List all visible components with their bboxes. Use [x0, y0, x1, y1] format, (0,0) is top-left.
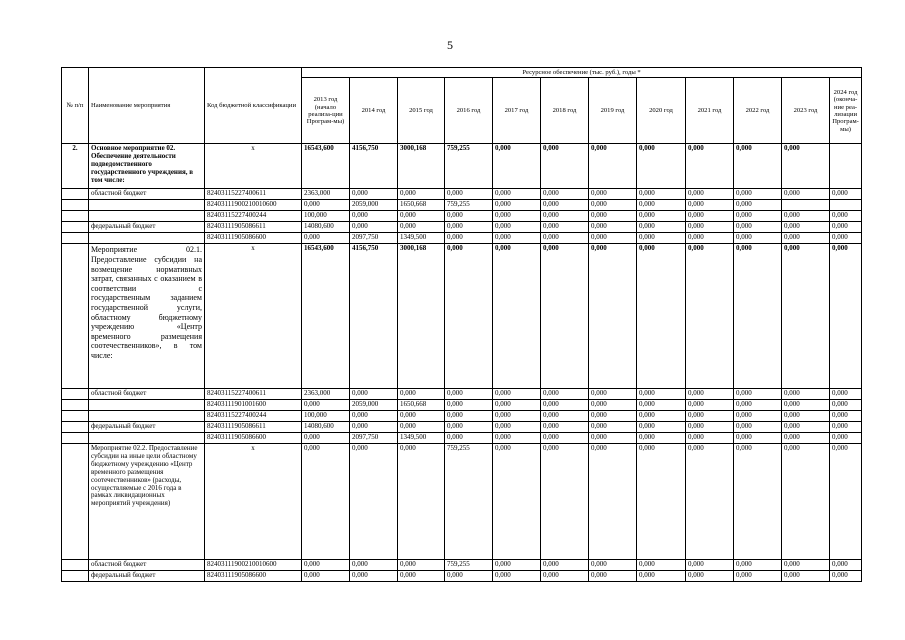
cell-value: 0,000: [493, 211, 541, 222]
cell-value: 0,000: [589, 400, 637, 411]
cell-value: 0,000: [637, 560, 686, 571]
cell-value: 0,000: [445, 422, 493, 433]
cell-value: 0,000: [734, 200, 782, 211]
table-row: [62, 144, 862, 189]
budget-code: 82403115227400244: [205, 411, 302, 422]
budget-source: федеральный бюджет: [89, 222, 205, 233]
row-number: [62, 422, 89, 433]
cell-value: 0,000: [589, 422, 637, 433]
cell-value: 0,000: [589, 222, 637, 233]
cell-value: 0,000: [686, 189, 734, 200]
cell-value: 0,000: [686, 422, 734, 433]
cell-value: 0,000: [686, 233, 734, 244]
cell-value: 0,000: [830, 411, 862, 422]
header-num: № п/п: [62, 68, 89, 144]
cell-value: 0,000: [350, 571, 398, 582]
header-year: 2016 год: [445, 78, 493, 144]
budget-code: 82403115227400611: [205, 389, 302, 400]
total-value: 0,000: [686, 144, 734, 189]
cell-value: 0,000: [782, 211, 830, 222]
row-number: 2.: [62, 144, 89, 189]
cell-value: 0,000: [734, 433, 782, 444]
total-value: 0,000: [350, 444, 398, 560]
table-row: [62, 211, 862, 222]
cell-value: 0,000: [830, 422, 862, 433]
budget-code: х: [205, 444, 302, 560]
cell-value: 0,000: [493, 200, 541, 211]
table-row: [62, 200, 862, 211]
cell-value: 2097,750: [350, 433, 398, 444]
row-number: [62, 244, 89, 389]
cell-value: 0,000: [493, 389, 541, 400]
cell-value: 0,000: [782, 233, 830, 244]
total-value: 0,000: [830, 444, 862, 560]
cell-value: 0,000: [541, 433, 589, 444]
cell-value: 0,000: [830, 400, 862, 411]
cell-value: 0,000: [734, 211, 782, 222]
cell-value: 0,000: [350, 211, 398, 222]
cell-value: 0,000: [541, 211, 589, 222]
cell-value: 0,000: [782, 560, 830, 571]
total-value: 0,000: [782, 444, 830, 560]
total-value: 0,000: [734, 244, 782, 389]
cell-value: 0,000: [830, 233, 862, 244]
table-row: [62, 189, 862, 200]
cell-value: [830, 200, 862, 211]
page-number: 5: [447, 38, 453, 52]
cell-value: 0,000: [302, 200, 350, 211]
cell-value: 0,000: [686, 389, 734, 400]
budget-code: 82403111905086600: [205, 233, 302, 244]
cell-value: 0,000: [830, 211, 862, 222]
cell-value: 0,000: [589, 211, 637, 222]
budget-code: х: [205, 144, 302, 189]
header-year: 2015 год: [398, 78, 445, 144]
total-value: 0,000: [493, 444, 541, 560]
cell-value: 2097,750: [350, 233, 398, 244]
row-number: [62, 233, 89, 244]
cell-value: 0,000: [541, 222, 589, 233]
header-year: 2022 год: [734, 78, 782, 144]
cell-value: 0,000: [830, 433, 862, 444]
cell-value: 0,000: [686, 571, 734, 582]
row-number: [62, 189, 89, 200]
total-value: 0,000: [734, 444, 782, 560]
total-value: 0,000: [589, 244, 637, 389]
table-row: [62, 389, 862, 400]
table-row: [62, 400, 862, 411]
table-row: [62, 411, 862, 422]
total-value: [830, 144, 862, 189]
total-value: 3000,168: [398, 144, 445, 189]
total-value: 0,000: [686, 244, 734, 389]
cell-value: 0,000: [302, 433, 350, 444]
cell-value: 0,000: [493, 233, 541, 244]
cell-value: 0,000: [589, 200, 637, 211]
total-value: 0,000: [398, 444, 445, 560]
cell-value: 0,000: [541, 233, 589, 244]
total-value: 0,000: [637, 244, 686, 389]
cell-value: 0,000: [734, 400, 782, 411]
cell-value: 0,000: [541, 189, 589, 200]
cell-value: 2059,000: [350, 400, 398, 411]
cell-value: 0,000: [493, 400, 541, 411]
cell-value: 0,000: [637, 222, 686, 233]
cell-value: 1349,500: [398, 433, 445, 444]
cell-value: [782, 200, 830, 211]
cell-value: 0,000: [398, 222, 445, 233]
budget-code: 82403111905086611: [205, 222, 302, 233]
cell-value: 0,000: [782, 222, 830, 233]
header-year: 2023 год: [782, 78, 830, 144]
activity-title: Мероприятие 02.2. Предоставление субсидии на иные цели областному бюджетному учреждению «Центр временного размещения соотечественников» (расходы, осуществляемые с 2016 года в рамках ликвидационных мероприятий учреждения): [89, 444, 205, 560]
cell-value: 0,000: [493, 222, 541, 233]
table-row: [62, 244, 862, 389]
cell-value: 2363,000: [302, 389, 350, 400]
cell-value: 0,000: [782, 411, 830, 422]
total-value: 3000,168: [398, 244, 445, 389]
cell-value: 0,000: [445, 433, 493, 444]
cell-value: 0,000: [734, 571, 782, 582]
table-row: [62, 444, 862, 560]
cell-value: 0,000: [350, 189, 398, 200]
cell-value: 0,000: [398, 411, 445, 422]
row-number: [62, 571, 89, 582]
table-row: [62, 422, 862, 433]
cell-value: 0,000: [637, 400, 686, 411]
cell-value: 0,000: [637, 411, 686, 422]
budget-source: федеральный бюджет: [89, 571, 205, 582]
cell-value: 0,000: [350, 560, 398, 571]
cell-value: 0,000: [445, 400, 493, 411]
budget-code: 82403111905086600: [205, 433, 302, 444]
budget-code: 82403111905086611: [205, 422, 302, 433]
cell-value: 0,000: [445, 222, 493, 233]
total-value: 0,000: [782, 144, 830, 189]
cell-value: 0,000: [302, 233, 350, 244]
table-row: [62, 233, 862, 244]
cell-value: 0,000: [637, 422, 686, 433]
total-value: 0,000: [445, 244, 493, 389]
total-value: 0,000: [589, 444, 637, 560]
cell-value: 0,000: [589, 560, 637, 571]
cell-value: 0,000: [398, 422, 445, 433]
cell-value: 0,000: [686, 411, 734, 422]
cell-value: 0,000: [589, 433, 637, 444]
cell-value: 0,000: [541, 422, 589, 433]
cell-value: 0,000: [830, 222, 862, 233]
cell-value: 0,000: [493, 560, 541, 571]
cell-value: 0,000: [830, 560, 862, 571]
cell-value: 0,000: [782, 433, 830, 444]
cell-value: 0,000: [445, 233, 493, 244]
cell-value: 0,000: [350, 411, 398, 422]
cell-value: 759,255: [445, 560, 493, 571]
resource-table: [61, 67, 862, 582]
cell-value: 0,000: [541, 571, 589, 582]
cell-value: 0,000: [589, 389, 637, 400]
cell-value: 0,000: [398, 560, 445, 571]
budget-source: [89, 433, 205, 444]
cell-value: 0,000: [398, 189, 445, 200]
budget-code: 82403111900210010600: [205, 560, 302, 571]
cell-value: 0,000: [350, 422, 398, 433]
header-year: 2017 год: [493, 78, 541, 144]
total-value: 16543,600: [302, 244, 350, 389]
header-year: 2021 год: [686, 78, 734, 144]
activity-title: Основное мероприятие 02. Обеспечение деятельности подведомственного государственного учреждения, в том числе:: [89, 144, 205, 189]
budget-source: областной бюджет: [89, 189, 205, 200]
cell-value: 100,000: [302, 411, 350, 422]
cell-value: 0,000: [398, 389, 445, 400]
cell-value: 759,255: [445, 200, 493, 211]
cell-value: 0,000: [734, 422, 782, 433]
header-year: 2013 год (начало реализа-ции Програм-мы): [302, 78, 350, 144]
cell-value: 0,000: [350, 222, 398, 233]
cell-value: 0,000: [589, 233, 637, 244]
budget-source: областной бюджет: [89, 560, 205, 571]
cell-value: 0,000: [637, 433, 686, 444]
total-value: 0,000: [830, 244, 862, 389]
total-value: 0,000: [734, 144, 782, 189]
cell-value: 0,000: [734, 233, 782, 244]
total-value: 0,000: [637, 144, 686, 189]
cell-value: 0,000: [686, 200, 734, 211]
cell-value: 0,000: [686, 222, 734, 233]
cell-value: 0,000: [734, 222, 782, 233]
budget-source: федеральный бюджет: [89, 422, 205, 433]
cell-value: 0,000: [445, 389, 493, 400]
row-number: [62, 560, 89, 571]
header-year: 2024 год (оконча-ние реа-лизации Програм-мы): [830, 78, 862, 144]
total-value: 4156,750: [350, 244, 398, 389]
cell-value: 0,000: [734, 560, 782, 571]
total-value: 0,000: [637, 444, 686, 560]
cell-value: 0,000: [302, 400, 350, 411]
cell-value: 0,000: [445, 211, 493, 222]
cell-value: 14080,600: [302, 222, 350, 233]
budget-source: [89, 233, 205, 244]
budget-source: [89, 400, 205, 411]
cell-value: 0,000: [493, 571, 541, 582]
budget-code: х: [205, 244, 302, 389]
row-number: [62, 211, 89, 222]
cell-value: 0,000: [541, 389, 589, 400]
cell-value: 0,000: [830, 571, 862, 582]
cell-value: 0,000: [686, 433, 734, 444]
total-value: 0,000: [541, 244, 589, 389]
row-number: [62, 222, 89, 233]
cell-value: 0,000: [493, 411, 541, 422]
total-value: 759,255: [445, 444, 493, 560]
header-code: Код бюджетной классификации: [205, 68, 302, 144]
cell-value: 1650,668: [398, 400, 445, 411]
total-value: 0,000: [782, 244, 830, 389]
table-row: [62, 560, 862, 571]
cell-value: 0,000: [637, 233, 686, 244]
header-year: 2014 год: [350, 78, 398, 144]
cell-value: 0,000: [350, 389, 398, 400]
cell-value: 0,000: [830, 389, 862, 400]
budget-code: 82403115227400611: [205, 189, 302, 200]
total-value: 0,000: [493, 144, 541, 189]
budget-code: 82403111905086600: [205, 571, 302, 582]
header-year: 2018 год: [541, 78, 589, 144]
table-row: [62, 433, 862, 444]
cell-value: 0,000: [734, 189, 782, 200]
cell-value: 0,000: [782, 189, 830, 200]
budget-source: [89, 411, 205, 422]
cell-value: 2059,000: [350, 200, 398, 211]
cell-value: 0,000: [686, 400, 734, 411]
total-value: 0,000: [541, 144, 589, 189]
cell-value: 0,000: [830, 189, 862, 200]
cell-value: 0,000: [637, 189, 686, 200]
header-year: 2020 год: [637, 78, 686, 144]
cell-value: 0,000: [398, 211, 445, 222]
cell-value: 0,000: [782, 571, 830, 582]
cell-value: 0,000: [589, 411, 637, 422]
activity-title: Мероприятие 02.1. Предоставление субсидии на возмещение нормативных затрат, связанных с оказанием в соответствии с государственным заданием государственной услуги, областному бюджетному учреждению «Центр временного размещения соотечественников», в том числе:: [89, 244, 205, 389]
budget-code: 82403111900210010600: [205, 200, 302, 211]
row-number: [62, 200, 89, 211]
row-number: [62, 411, 89, 422]
cell-value: 0,000: [686, 560, 734, 571]
cell-value: 0,000: [445, 411, 493, 422]
budget-source: [89, 211, 205, 222]
cell-value: 0,000: [734, 389, 782, 400]
budget-code: 82403115227400244: [205, 211, 302, 222]
cell-value: 0,000: [589, 189, 637, 200]
cell-value: 0,000: [541, 560, 589, 571]
header-year: 2019 год: [589, 78, 637, 144]
cell-value: 1650,668: [398, 200, 445, 211]
budget-source: [89, 200, 205, 211]
cell-value: 0,000: [398, 571, 445, 582]
cell-value: 1349,500: [398, 233, 445, 244]
row-number: [62, 433, 89, 444]
cell-value: 0,000: [637, 200, 686, 211]
cell-value: 0,000: [541, 411, 589, 422]
total-value: 0,000: [541, 444, 589, 560]
row-number: [62, 444, 89, 560]
table-row: [62, 571, 862, 582]
total-value: 0,000: [686, 444, 734, 560]
total-value: 0,000: [589, 144, 637, 189]
row-number: [62, 389, 89, 400]
cell-value: 0,000: [686, 211, 734, 222]
cell-value: 0,000: [637, 571, 686, 582]
cell-value: 0,000: [493, 433, 541, 444]
cell-value: 0,000: [302, 560, 350, 571]
total-value: 759,255: [445, 144, 493, 189]
cell-value: 0,000: [637, 389, 686, 400]
cell-value: 14080,600: [302, 422, 350, 433]
cell-value: 0,000: [541, 400, 589, 411]
cell-value: 0,000: [734, 411, 782, 422]
cell-value: 0,000: [541, 200, 589, 211]
row-number: [62, 400, 89, 411]
cell-value: 0,000: [445, 189, 493, 200]
cell-value: 0,000: [302, 571, 350, 582]
header-name: Наименование мероприятия: [89, 68, 205, 144]
total-value: 16543,600: [302, 144, 350, 189]
cell-value: 0,000: [782, 389, 830, 400]
table-row: [62, 222, 862, 233]
cell-value: 0,000: [782, 422, 830, 433]
cell-value: 0,000: [637, 211, 686, 222]
total-value: 0,000: [493, 244, 541, 389]
header-resources: Ресурсное обеспечение (тыс. руб.), годы *: [302, 68, 862, 78]
total-value: 4156,750: [350, 144, 398, 189]
budget-source: областной бюджет: [89, 389, 205, 400]
cell-value: 0,000: [445, 571, 493, 582]
total-value: 0,000: [302, 444, 350, 560]
cell-value: 2363,000: [302, 189, 350, 200]
cell-value: 0,000: [782, 400, 830, 411]
budget-code: 82403111901001600: [205, 400, 302, 411]
cell-value: 0,000: [493, 189, 541, 200]
cell-value: 100,000: [302, 211, 350, 222]
cell-value: 0,000: [493, 422, 541, 433]
cell-value: 0,000: [589, 571, 637, 582]
